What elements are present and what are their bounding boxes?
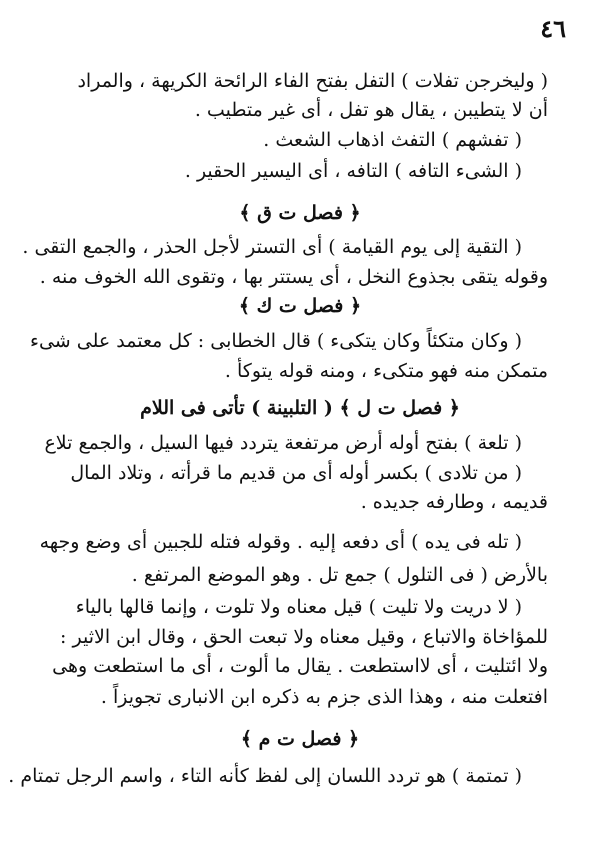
text-line: وقوله يتقى بجذوع النخل ، أى يستتر بها ، وتقوى الله الخوف منه .: [39, 266, 548, 288]
text-line: ( وليخرجن تفلات ) التفل بفتح الفاء الرائحة الكريهة ، والمراد: [77, 70, 548, 92]
section-heading: ﴿ فصل ت ق ﴾: [239, 202, 361, 224]
text-line: ( الشىء التافه ) التافه ، أى اليسير الحقير .: [184, 160, 522, 182]
text-line: أن لا يتطيبن ، يقال هو تفل ، أى غير متطيب .: [194, 99, 548, 121]
section-heading: ﴿ فصل ت ل ﴾ ( التلبينة ) تأتى فى اللام: [140, 397, 460, 419]
text-line: افتعلت منه ، وهذا الذى جزم به ذكره ابن الانبارى تجويزاً .: [100, 686, 548, 708]
text-line: ( تفشهم ) التفث اذهاب الشعث .: [263, 129, 522, 151]
section-heading: ﴿ فصل ت ك ﴾: [238, 295, 362, 317]
section-heading: ﴿ فصل ت م ﴾: [240, 728, 360, 750]
text-line: ( تلعة ) بفتح أوله أرض مرتفعة يتردد فيها السيل ، والجمع تلاع: [44, 432, 522, 454]
text-line: ( وكان متكئاً وكان يتكىء ) قال الخطابى : كل معتمد على شىء: [30, 330, 522, 352]
text-line: ولا ائتليت ، أى لااستطعت . يقال ما ألوت ، أى ما استطعت وهى: [52, 655, 548, 677]
text-line: متمكن منه فهو متكىء ، ومنه قوله يتوكأ .: [224, 360, 548, 382]
text-line: ( تمتمة ) هو تردد اللسان إلى لفظ كأنه التاء ، واسم الرجل تمتام .: [8, 765, 522, 787]
text-line: للمؤاخاة والاتباع ، وقيل معناه ولا تبعت الحق ، وقال ابن الاثير :: [60, 626, 548, 648]
text-line: ( من تلادى ) بكسر أوله أى من قديم ما قرأته ، وتلاد المال: [70, 462, 522, 484]
text-line: ( التقية إلى يوم القيامة ) أى التستر لأجل الحذر ، والجمع التقى .: [22, 236, 522, 258]
text-line: ( تله فى يده ) أى دفعه إليه . وقوله فتله للجبين أى وضع وجهه: [39, 531, 522, 553]
text-line: ( لا دريت ولا تليت ) قيل معناه ولا تلوت ، وإنما قالها بالياء: [75, 596, 522, 618]
text-line: بالأرض ( فى التلول ) جمع تل . وهو الموضع المرتفع .: [131, 564, 548, 586]
text-line: قديمه ، وطارفه جديده .: [360, 491, 548, 513]
page-number: ٤٦: [540, 14, 566, 43]
